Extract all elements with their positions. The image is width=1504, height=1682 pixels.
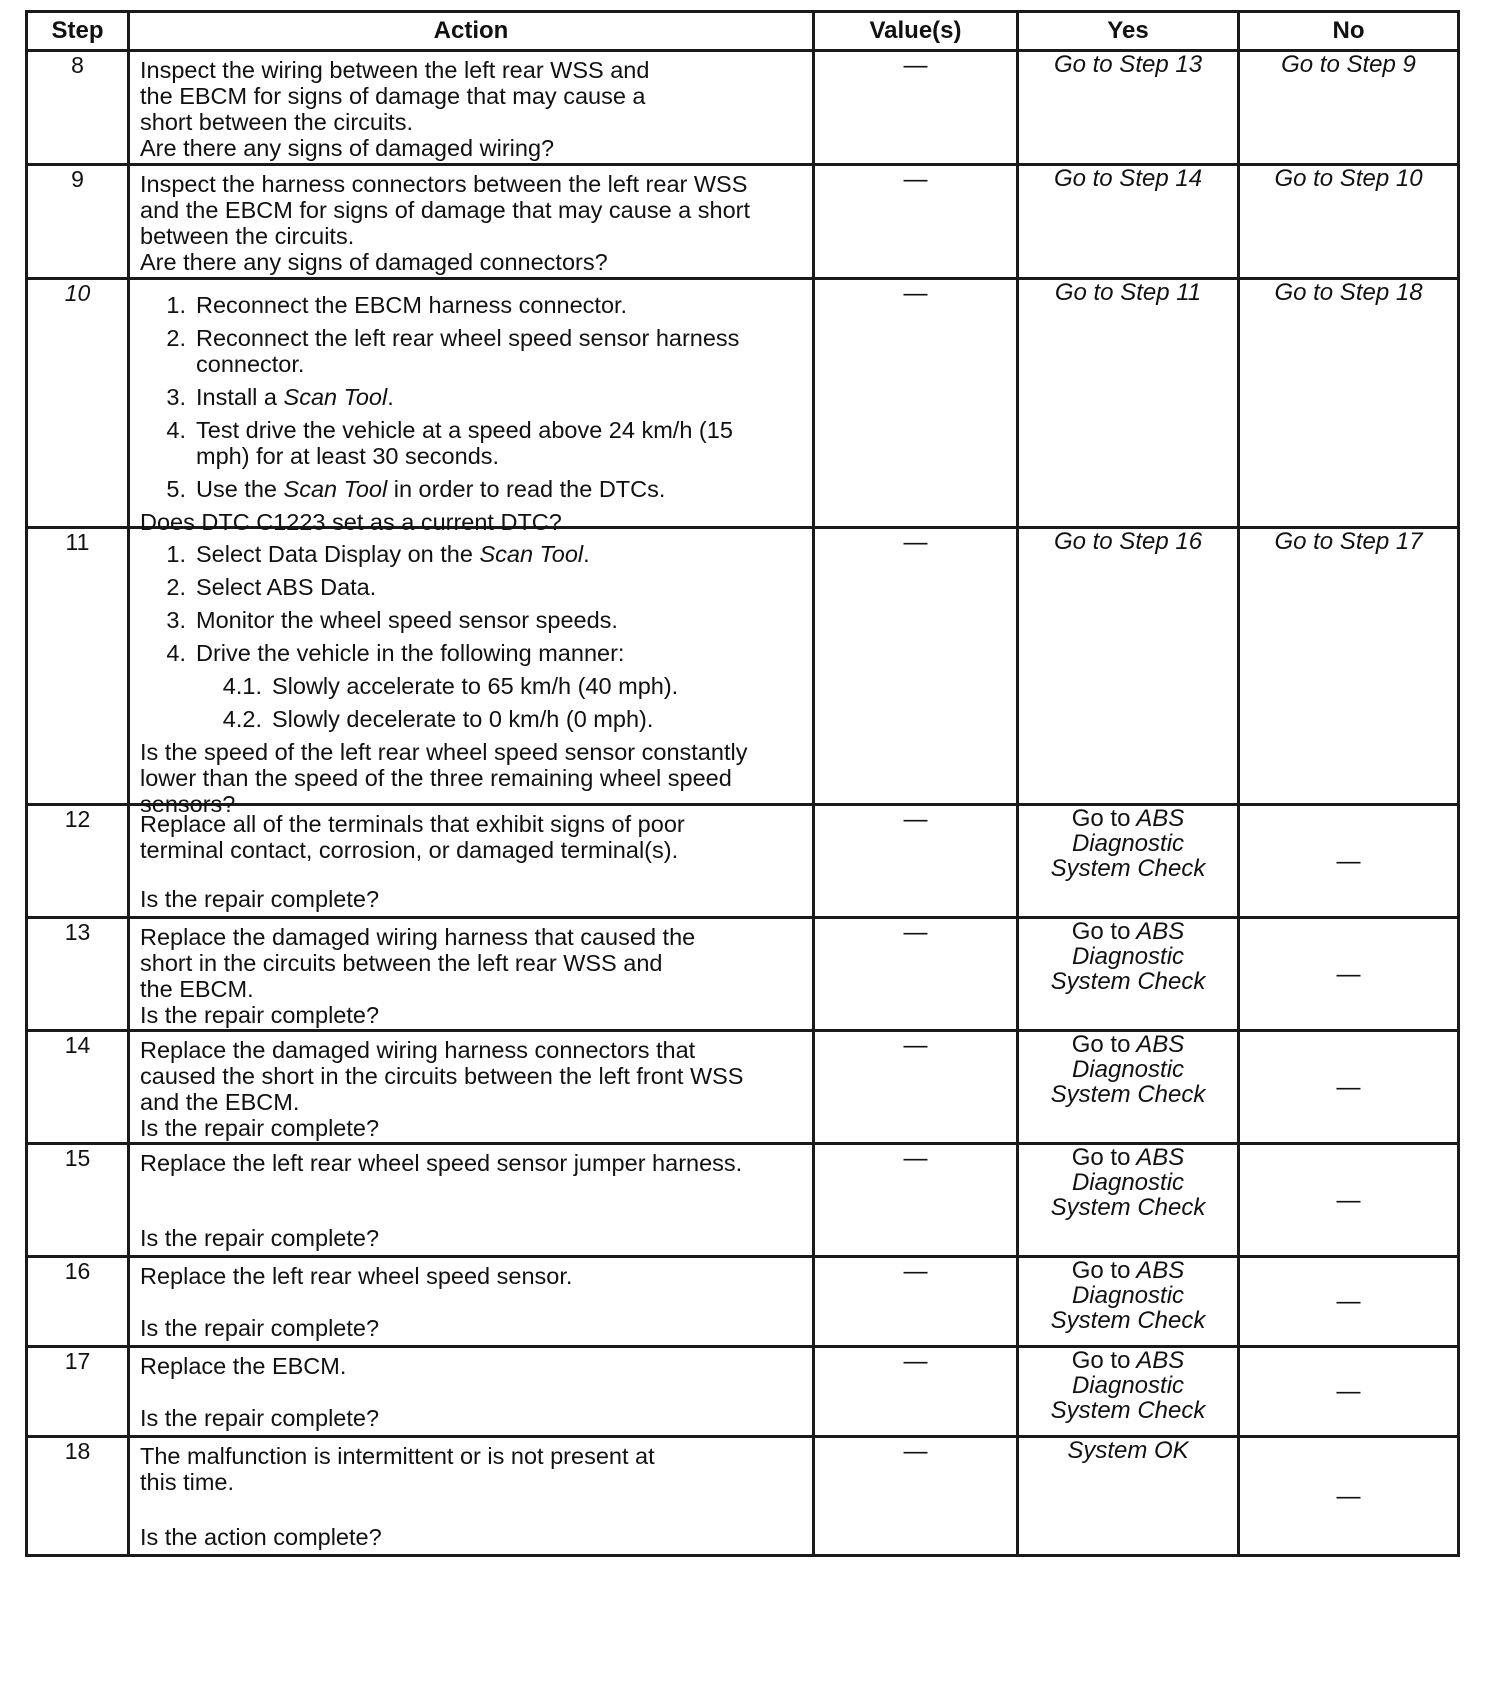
no-cell: Go to Step 18 xyxy=(1239,279,1459,528)
no-cell: — xyxy=(1239,1257,1459,1347)
value-cell: — xyxy=(814,51,1018,165)
action-question: Is the repair complete? xyxy=(140,1225,380,1251)
no-cell: Go to Step 9 xyxy=(1239,51,1459,165)
action-text: Replace all of the terminals that exhibit signs of poor terminal contact, corrosion, or damaged terminal(s). xyxy=(140,811,685,863)
yes-cell xyxy=(1018,918,1239,1031)
header-values: Value(s) xyxy=(814,12,1018,51)
no-cell: — xyxy=(1239,805,1459,918)
list-item: 4. Drive the vehicle in the following manner: xyxy=(166,640,625,666)
action-cell xyxy=(129,918,814,1031)
table-row xyxy=(27,51,1459,165)
yes-cell xyxy=(1018,805,1239,918)
value-cell: — xyxy=(814,1257,1018,1347)
list-item: 4. Test drive the vehicle at a speed above 24 km/h (15 mph) for at least 30 seconds. xyxy=(166,417,733,469)
list-item: 2. Reconnect the left rear wheel speed sensor harness connector. xyxy=(166,325,740,377)
value-cell: — xyxy=(814,1347,1018,1437)
action-question: Are there any signs of damaged connectors? xyxy=(140,249,608,275)
step-number: 8 xyxy=(27,51,129,165)
no-cell: — xyxy=(1239,1144,1459,1257)
no-cell: Go to Step 17 xyxy=(1239,528,1459,805)
no-cell: — xyxy=(1239,1031,1459,1144)
yes-cell xyxy=(1018,1031,1239,1144)
table-row xyxy=(27,1437,1459,1556)
value-cell: — xyxy=(814,165,1018,279)
go-to-abs-check: Go to ABS Diagnostic System Check xyxy=(1050,1031,1206,1108)
header-row xyxy=(27,12,1459,51)
action-cell xyxy=(129,165,814,279)
list-item: 4.1. Slowly accelerate to 65 km/h (40 mph). xyxy=(222,673,679,699)
action-text: Replace the damaged wiring harness that caused the short in the circuits between the left rear WSS and the EBCM. xyxy=(140,924,696,1002)
action-question: Is the repair complete? xyxy=(140,886,380,912)
table-row xyxy=(27,528,1459,805)
action-question: Is the repair complete? xyxy=(140,1115,380,1141)
action-cell xyxy=(129,1031,814,1144)
list-item: 3. Install a Scan Tool. xyxy=(166,384,394,410)
value-cell: — xyxy=(814,1437,1018,1556)
step-number: 18 xyxy=(27,1437,129,1556)
value-cell: — xyxy=(814,279,1018,528)
table-row xyxy=(27,279,1459,528)
no-cell: Go to Step 10 xyxy=(1239,165,1459,279)
go-to-abs-check: Go to ABS Diagnostic System Check xyxy=(1050,1144,1206,1221)
action-text: Inspect the harness connectors between the left rear WSS and the EBCM for signs of damage that may cause a short between the circuits. xyxy=(140,171,751,249)
action-text: Replace the left rear wheel speed sensor. xyxy=(140,1263,573,1289)
table-row xyxy=(27,165,1459,279)
yes-cell xyxy=(1018,1347,1239,1437)
yes-cell xyxy=(1018,1144,1239,1257)
step-number: 14 xyxy=(27,1031,129,1144)
action-question: Is the repair complete? xyxy=(140,1315,380,1341)
value-cell: — xyxy=(814,1144,1018,1257)
value-cell: — xyxy=(814,528,1018,805)
go-to-abs-check: Go to ABS Diagnostic System Check xyxy=(1050,805,1206,882)
action-cell xyxy=(129,279,814,535)
list-item: 5. Use the Scan Tool in order to read the DTCs. xyxy=(166,476,666,502)
table-row xyxy=(27,1144,1459,1257)
step-number: 17 xyxy=(27,1347,129,1437)
no-cell: — xyxy=(1239,1347,1459,1437)
table-row xyxy=(27,918,1459,1031)
diagnostic-table xyxy=(25,10,1460,1557)
header-action: Action xyxy=(129,12,814,51)
action-question: Are there any signs of damaged wiring? xyxy=(140,135,555,161)
yes-cell xyxy=(1018,1257,1239,1347)
action-text: Replace the damaged wiring harness connectors that caused the short in the circuits between the left front WSS and the EBCM. xyxy=(140,1037,744,1115)
list-item: 3. Monitor the wheel speed sensor speeds. xyxy=(166,607,618,633)
table-row xyxy=(27,805,1459,918)
step-number: 15 xyxy=(27,1144,129,1257)
step-number: 16 xyxy=(27,1257,129,1347)
yes-cell: System OK xyxy=(1018,1437,1239,1556)
no-cell: — xyxy=(1239,1437,1459,1556)
go-to-abs-check: Go to ABS Diagnostic System Check xyxy=(1050,1257,1206,1334)
yes-cell: Go to Step 11 xyxy=(1018,279,1239,528)
action-text: The malfunction is intermittent or is not present at this time. xyxy=(140,1443,655,1495)
list-item: 1. Reconnect the EBCM harness connector. xyxy=(166,292,628,318)
step-number: 13 xyxy=(27,918,129,1031)
action-cell xyxy=(129,1144,814,1257)
yes-cell: Go to Step 16 xyxy=(1018,528,1239,805)
header-yes: Yes xyxy=(1018,12,1239,51)
go-to-abs-check: Go to ABS Diagnostic System Check xyxy=(1050,1347,1206,1424)
action-question: Is the speed of the left rear wheel speed sensor constantly lower than the speed of the three remaining wheel speed sensors? xyxy=(140,739,748,817)
action-text: Replace the left rear wheel speed sensor jumper harness. xyxy=(140,1150,743,1176)
list-item: 4.2. Slowly decelerate to 0 km/h (0 mph). xyxy=(222,706,654,732)
action-cell xyxy=(129,1347,814,1437)
step-number: 9 xyxy=(27,165,129,279)
step-number: 11 xyxy=(27,528,129,805)
go-to-abs-check: Go to ABS Diagnostic System Check xyxy=(1050,918,1206,995)
no-cell: — xyxy=(1239,918,1459,1031)
table-row xyxy=(27,1257,1459,1347)
yes-cell: Go to Step 14 xyxy=(1018,165,1239,279)
value-cell: — xyxy=(814,1031,1018,1144)
action-cell xyxy=(129,51,814,165)
action-text: Inspect the wiring between the left rear WSS and the EBCM for signs of damage that may cause a short between the circuits. xyxy=(140,57,650,135)
action-steps xyxy=(140,541,800,739)
table-row xyxy=(27,1347,1459,1437)
action-cell xyxy=(129,1257,814,1347)
action-question: Is the repair complete? xyxy=(140,1405,380,1431)
header-no: No xyxy=(1239,12,1459,51)
list-item: 1. Select Data Display on the Scan Tool. xyxy=(166,541,590,567)
action-cell xyxy=(129,1437,814,1556)
action-cell xyxy=(129,805,814,918)
action-cell xyxy=(129,528,814,817)
table-row xyxy=(27,1031,1459,1144)
list-item: 2. Select ABS Data. xyxy=(166,574,377,600)
action-question: Is the action complete? xyxy=(140,1524,382,1550)
action-steps xyxy=(140,292,760,509)
value-cell: — xyxy=(814,918,1018,1031)
header-step: Step xyxy=(27,12,129,51)
yes-cell: Go to Step 13 xyxy=(1018,51,1239,165)
action-question: Is the repair complete? xyxy=(140,1002,380,1028)
step-number: 12 xyxy=(27,805,129,918)
action-question: Does DTC C1223 set as a current DTC? xyxy=(140,509,562,535)
value-cell: — xyxy=(814,805,1018,918)
step-number: 10 xyxy=(27,279,129,528)
action-text: Replace the EBCM. xyxy=(140,1353,347,1379)
